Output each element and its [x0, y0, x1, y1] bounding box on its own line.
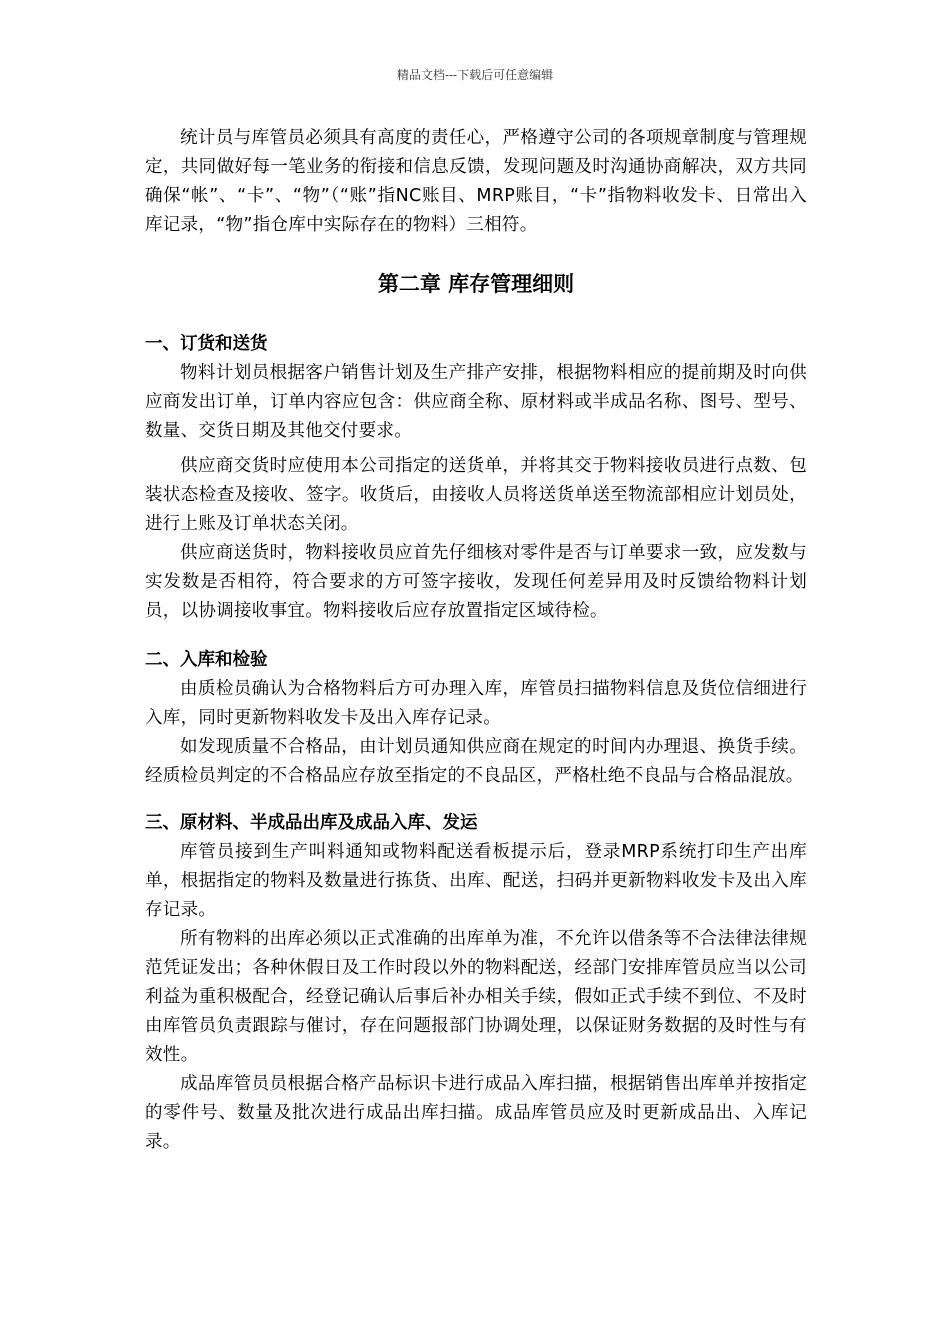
section-paragraph: 供应商送货时，物料接收员应首先仔细核对零件是否与订单要求一致，应发数与实发数是否相符，符合要求的方可签字接收，发现任何差异用及时反馈给物料计划员，以协调接收事宜。物料接收后应存放置指定区域待检。 — [145, 543, 807, 621]
section-paragraph: 由质检员确认为合格物料后方可办理入库，库管员扫描物料信息及货位信细进行入库，同时更新物料收发卡及出入库存记录。 — [145, 679, 807, 728]
section-heading-ordering: 一、订货和送货 — [145, 334, 268, 354]
chapter-title: 第二章 库存管理细则 — [377, 272, 575, 296]
section-heading-outbound: 三、原材料、半成品出库及成品入库、发运 — [145, 813, 478, 833]
section-paragraph: 如发现质量不合格品，由计划员通知供应商在规定的时间内办理退、换货手续。经质检员判定的不合格品应存放至指定的不良品区，严格杜绝不良品与合格品混放。 — [145, 737, 807, 786]
section-paragraph: 物料计划员根据客户销售计划及生产排产安排，根据物料相应的提前期及时向供应商发出订单，订单内容应包含：供应商全称、原材料或半成品名称、图号、型号、数量、交货日期及其他交付要求。 — [145, 363, 807, 441]
section-paragraph: 供应商交货时应使用本公司指定的送货单，并将其交于物料接收员进行点数、包装状态检查及接收、签字。收货后，由接收人员将送货单送至物流部相应计划员处，进行上账及订单状态关闭。 — [145, 456, 807, 534]
section-paragraph: 库管员接到生产叫料通知或物料配送看板提示后，登录MRP系统打印生产出库单，根据指定的物料及数量进行拣货、出库、配送，扫码并更新物料收发卡及出入库存记录。 — [145, 842, 807, 920]
intro-paragraph: 统计员与库管员必须具有高度的责任心，严格遵守公司的各项规章制度与管理规定，共同做好每一笔业务的衔接和信息反馈，发现问题及时沟通协商解决，双方共同确保“帐”、“卡”、“物”（“账”指NC账目、MRP账目，“卡”指物料收发卡、日常出入库记录，“物”指仓库中实际存在的物料）三相符。 — [145, 128, 807, 235]
section-heading-inspection: 二、入库和检验 — [145, 650, 268, 670]
document-body — [145, 124, 807, 1157]
section-paragraph: 成品库管员员根据合格产品标识卡进行成品入库扫描，根据销售出库单并按指定的零件号、数量及批次进行成品出库扫描。成品库管员应及时更新成品出、入库记录。 — [145, 1074, 807, 1152]
section-paragraph: 所有物料的出库必须以正式准确的出库单为准，不允许以借条等不合法律法律规范凭证发出；各种休假日及工作时段以外的物料配送，经部门安排库管员应当以公司利益为重积极配合，经登记确认后事后补办相关手续，假如正式手续不到位、不及时由库管员负责跟踪与催讨，存在问题报部门协调处理，以保证财务数据的及时性与有效性。 — [145, 929, 807, 1065]
page-header: 精品文档---下载后可任意编辑 — [396, 68, 554, 82]
